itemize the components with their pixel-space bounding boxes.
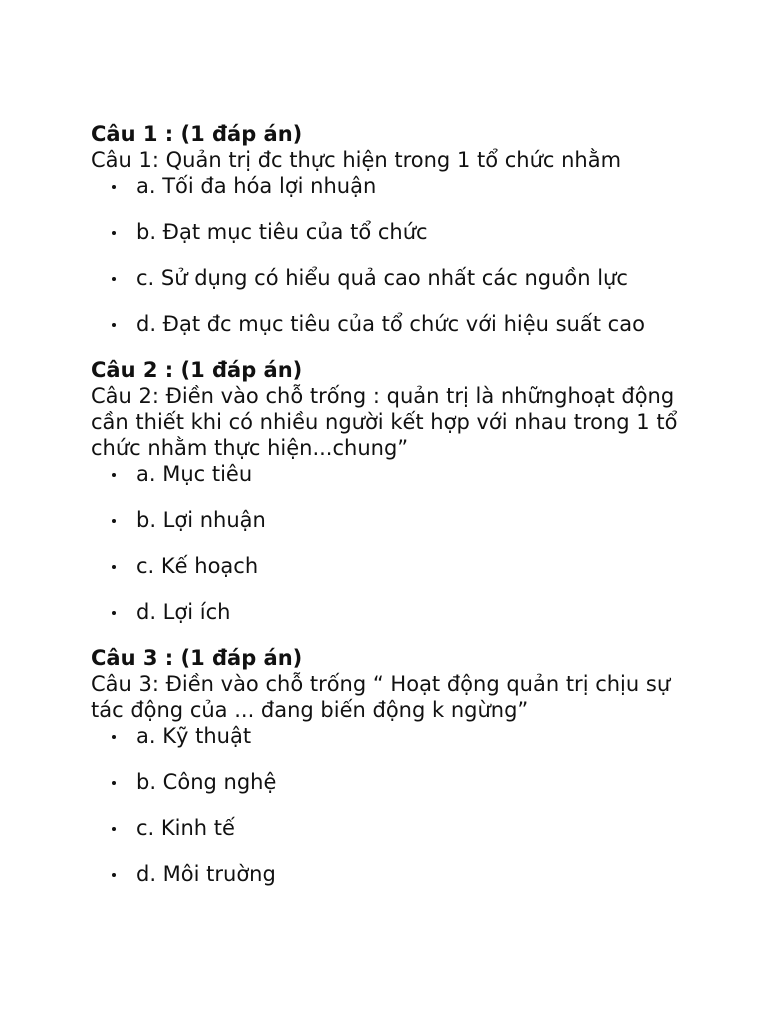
answer-option	[136, 861, 691, 887]
answer-option	[136, 173, 691, 199]
answer-option-label: c. Sử dụng có hiểu quả cao nhất các nguồn lực	[136, 266, 628, 290]
answer-option	[136, 599, 691, 625]
answer-option-label: d. Đạt đc mục tiêu của tổ chức với hiệu suất cao	[136, 312, 645, 336]
bullet-icon	[112, 781, 116, 785]
answer-option	[136, 769, 691, 795]
answer-option-label: b. Lợi nhuận	[136, 508, 266, 532]
bullet-icon	[112, 873, 116, 877]
answer-option-label: a. Tối đa hóa lợi nhuận	[136, 174, 377, 198]
answer-option	[136, 265, 691, 291]
answer-options	[91, 723, 691, 887]
answer-option-label: c. Kinh tế	[136, 816, 235, 840]
bullet-icon	[112, 735, 116, 739]
answer-option	[136, 507, 691, 533]
bullet-icon	[112, 827, 116, 831]
question-2	[91, 357, 691, 625]
question-text: Câu 3: Điền vào chỗ trống “ Hoạt động quản trị chịu sự tác động của ... đang biến động k ngừng”	[91, 672, 671, 722]
question-heading: Câu 1 : (1 đáp án)	[91, 122, 303, 146]
answer-option	[136, 311, 691, 337]
answer-option-label: b. Đạt mục tiêu của tổ chức	[136, 220, 428, 244]
answer-option	[136, 461, 691, 487]
answer-options	[91, 173, 691, 337]
answer-option-label: d. Lợi ích	[136, 600, 231, 624]
answer-option	[136, 219, 691, 245]
answer-option	[136, 723, 691, 749]
answer-options	[91, 461, 691, 625]
bullet-icon	[112, 611, 116, 615]
answer-option-label: c. Kế hoạch	[136, 554, 259, 578]
question-3	[91, 645, 691, 887]
question-heading: Câu 2 : (1 đáp án)	[91, 358, 303, 382]
answer-option-label: a. Kỹ thuật	[136, 724, 252, 748]
answer-option	[136, 553, 691, 579]
bullet-icon	[112, 231, 116, 235]
bullet-icon	[112, 323, 116, 327]
bullet-icon	[112, 277, 116, 281]
answer-option	[136, 815, 691, 841]
bullet-icon	[112, 519, 116, 523]
question-heading: Câu 3 : (1 đáp án)	[91, 646, 303, 670]
bullet-icon	[112, 473, 116, 477]
answer-option-label: b. Công nghệ	[136, 770, 277, 794]
bullet-icon	[112, 185, 116, 189]
answer-option-label: a. Mục tiêu	[136, 462, 253, 486]
bullet-icon	[112, 565, 116, 569]
question-1	[91, 121, 691, 337]
question-text: Câu 2: Điền vào chỗ trống : quản trị là nhữnghoạt động cần thiết khi có nhiều người kết hợp với nhau trong 1 tổ chức nhằm thực hiện...chung”	[91, 384, 678, 460]
answer-option-label: d. Môi truờng	[136, 862, 276, 886]
question-text: Câu 1: Quản trị đc thực hiện trong 1 tổ chức nhằm	[91, 148, 622, 172]
quiz-document	[91, 121, 691, 892]
